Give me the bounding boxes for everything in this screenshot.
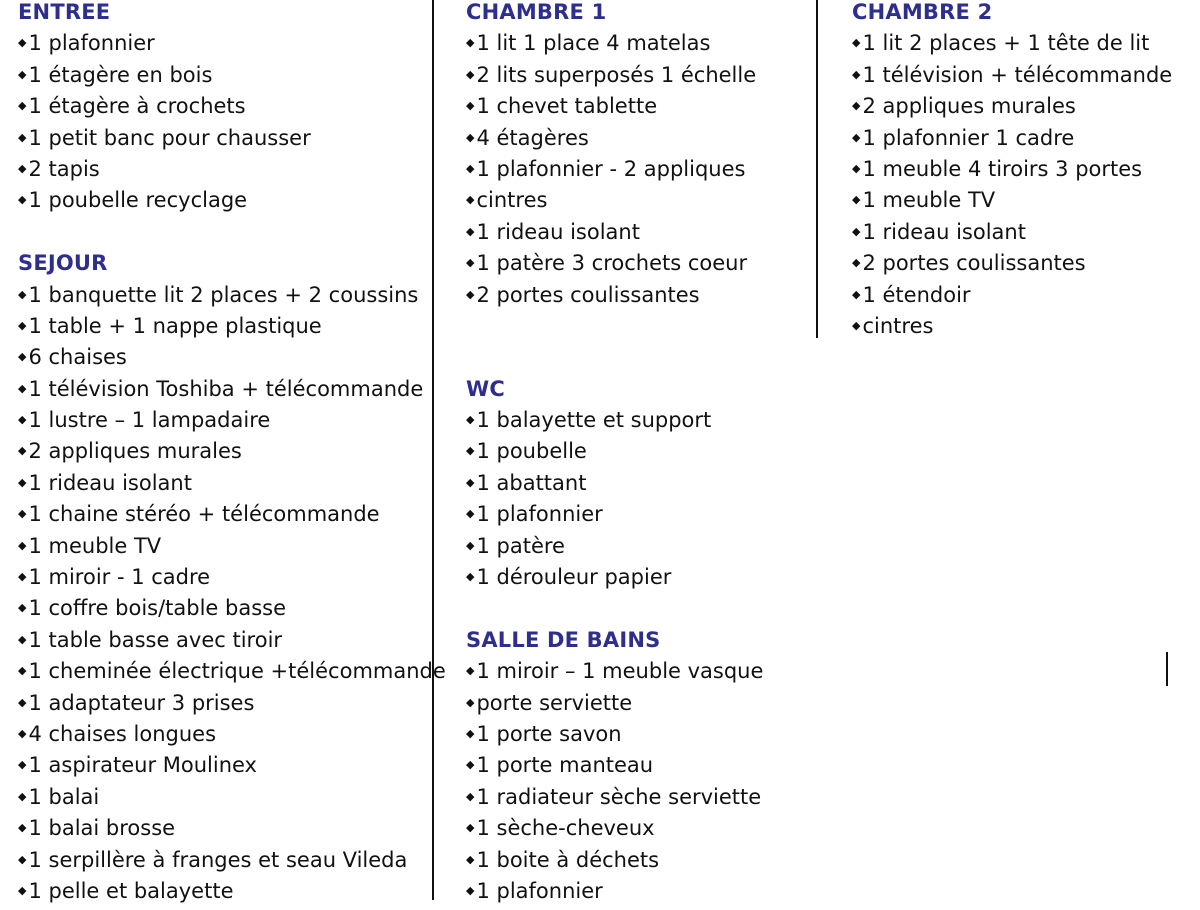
column-divider-right: [816, 0, 818, 338]
list-item: ◆ 2 portes coulissantes: [466, 283, 763, 314]
section-spacer: [466, 314, 763, 377]
list-item: ◆ porte serviette: [466, 691, 763, 722]
list-item: ◆ 6 chaises: [18, 345, 446, 376]
list-item: ◆ 1 étagère à crochets: [18, 94, 446, 125]
list-item: ◆ 1 miroir – 1 meuble vasque: [466, 659, 763, 690]
list-item: ◆ 1 aspirateur Moulinex: [18, 753, 446, 784]
list-item: ◆ 1 balayette et support: [466, 408, 763, 439]
list-item: ◆ 1 plafonnier - 2 appliques: [466, 157, 763, 188]
list-item: ◆ 1 lustre – 1 lampadaire: [18, 408, 446, 439]
section-title-wc: WC: [466, 376, 505, 401]
list-entree: [18, 31, 446, 219]
list-item: ◆ 4 étagères: [466, 126, 763, 157]
list-item: ◆ 1 radiateur sèche serviette: [466, 785, 763, 816]
list-item: ◆ 1 patère: [466, 534, 763, 565]
list-wc: [466, 408, 763, 596]
list-item: ◆ 1 chaine stéréo + télécommande: [18, 502, 446, 533]
section-title-entree: ENTREE: [18, 0, 111, 24]
list-item: ◆ 2 appliques murales: [18, 439, 446, 470]
list-item: ◆ 1 lit 1 place 4 matelas: [466, 31, 763, 62]
list-item: ◆ 1 balai brosse: [18, 816, 446, 847]
section-spacer: [18, 220, 446, 251]
list-chambre2: [852, 31, 1172, 345]
list-item: ◆ 1 patère 3 crochets coeur: [466, 251, 763, 282]
list-item: ◆ 2 tapis: [18, 157, 446, 188]
list-item: ◆ 1 télévision + télécommande: [852, 63, 1172, 94]
list-item: ◆ 1 boite à déchets: [466, 848, 763, 879]
section-title-chambre2: CHAMBRE 2: [852, 0, 993, 24]
list-item: ◆ 1 petit banc pour chausser: [18, 126, 446, 157]
list-item: ◆ 1 abattant: [466, 471, 763, 502]
list-item: ◆ 1 chevet tablette: [466, 94, 763, 125]
list-item: ◆ 1 dérouleur papier: [466, 565, 763, 596]
list-item: ◆ 1 balai: [18, 785, 446, 816]
section-title-salle-de-bains: SALLE DE BAINS: [466, 627, 661, 652]
list-item: ◆ 1 adaptateur 3 prises: [18, 691, 446, 722]
list-item: ◆ cintres: [852, 314, 1172, 345]
list-item: ◆ 1 porte savon: [466, 722, 763, 753]
section-title-sejour: SEJOUR: [18, 251, 108, 276]
list-item: ◆ 1 étagère en bois: [18, 63, 446, 94]
list-item: ◆ 1 pelle et balayette: [18, 879, 446, 910]
list-item: ◆ 1 table basse avec tiroir: [18, 628, 446, 659]
list-chambre1: [466, 31, 763, 314]
list-item: ◆ 1 plafonnier: [18, 31, 446, 62]
column-chambre2: [852, 0, 1172, 345]
list-item: ◆ 1 rideau isolant: [466, 220, 763, 251]
column-entree-sejour: [18, 0, 446, 910]
list-item: ◆ 1 plafonnier: [466, 879, 763, 910]
list-item: ◆ 1 rideau isolant: [18, 471, 446, 502]
list-item: ◆ 1 plafonnier 1 cadre: [852, 126, 1172, 157]
list-item: ◆ 1 meuble 4 tiroirs 3 portes: [852, 157, 1172, 188]
list-item: ◆ 1 plafonnier: [466, 502, 763, 533]
section-title-chambre1: CHAMBRE 1: [466, 0, 607, 24]
list-item: ◆ 1 meuble TV: [852, 188, 1172, 219]
list-item: ◆ 1 poubelle: [466, 439, 763, 470]
list-item: ◆ 1 coffre bois/table basse: [18, 596, 446, 627]
list-item: ◆ 1 étendoir: [852, 283, 1172, 314]
list-item: ◆ 2 appliques murales: [852, 94, 1172, 125]
list-item: ◆ 1 porte manteau: [466, 753, 763, 784]
list-item: ◆ 2 lits superposés 1 échelle: [466, 63, 763, 94]
list-item: ◆ 1 poubelle recyclage: [18, 188, 446, 219]
column-chambre1-wc-sdb: [466, 0, 763, 910]
list-item: ◆ 1 sèche-cheveux: [466, 816, 763, 847]
list-item: ◆ 1 lit 2 places + 1 tête de lit: [852, 31, 1172, 62]
list-item: ◆ 1 meuble TV: [18, 534, 446, 565]
list-item: ◆ 1 serpillère à franges et seau Vileda: [18, 848, 446, 879]
section-spacer: [466, 596, 763, 627]
list-item: ◆ 1 cheminée électrique +télécommande: [18, 659, 446, 690]
text-cursor-mark: [1166, 652, 1168, 686]
list-item: ◆ 1 télévision Toshiba + télécommande: [18, 377, 446, 408]
list-sejour: [18, 283, 446, 910]
list-item: ◆ 1 banquette lit 2 places + 2 coussins: [18, 283, 446, 314]
list-item: ◆ 1 miroir - 1 cadre: [18, 565, 446, 596]
list-salle-de-bains: [466, 659, 763, 910]
list-item: ◆ cintres: [466, 188, 763, 219]
list-item: ◆ 1 rideau isolant: [852, 220, 1172, 251]
list-item: ◆ 2 portes coulissantes: [852, 251, 1172, 282]
list-item: ◆ 1 table + 1 nappe plastique: [18, 314, 446, 345]
list-item: ◆ 4 chaises longues: [18, 722, 446, 753]
